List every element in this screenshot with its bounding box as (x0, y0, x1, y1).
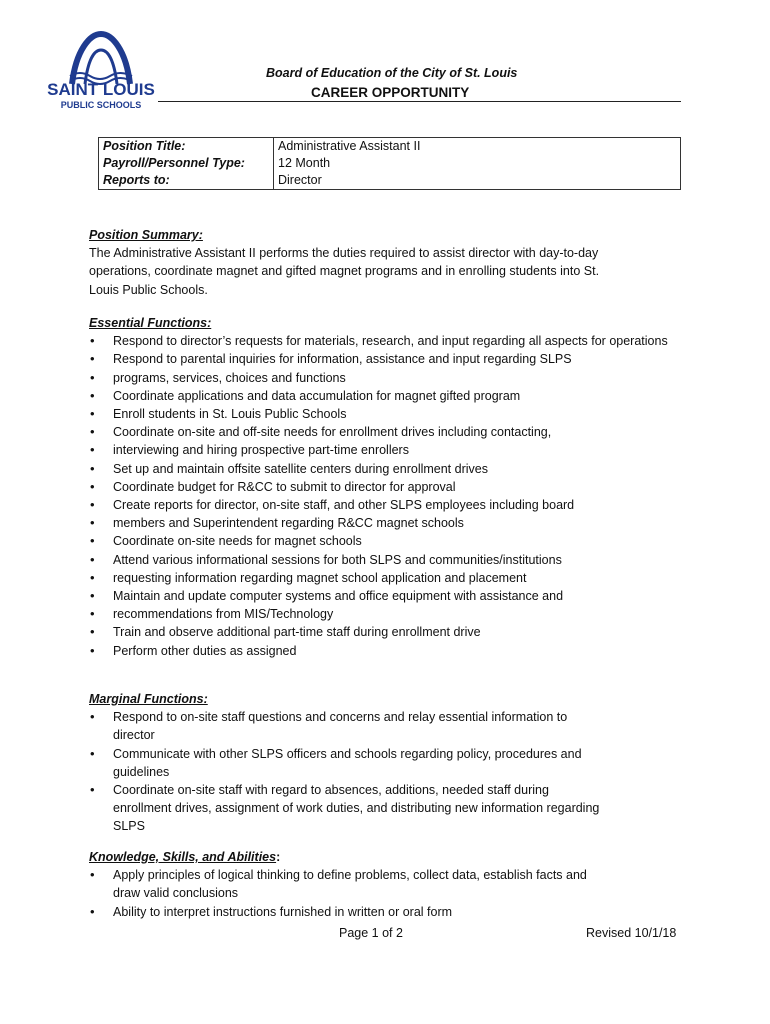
list-item: • members and Superintendent regarding R&CC magnet schools (89, 514, 713, 532)
position-title-label: Position Title: (99, 138, 274, 156)
essential-functions-section (89, 314, 713, 660)
list-item: • Respond to director’s requests for materials, research, and input regarding all aspects for operations (89, 332, 713, 350)
list-item: • Perform other duties as assigned (89, 642, 713, 660)
list-item (89, 745, 713, 781)
position-info-table (98, 137, 681, 190)
list-item-line: draw valid conclusions (113, 886, 239, 901)
list-item: • Set up and maintain offsite satellite centers during enrollment drives (89, 460, 713, 478)
list-item: • Coordinate applications and data accumulation for magnet gifted program (89, 387, 713, 405)
marginal-functions-list (89, 708, 713, 835)
list-item: • programs, services, choices and functions (89, 369, 713, 387)
saint-louis-public-schools-logo (42, 30, 160, 112)
position-title-value: Administrative Assistant II (278, 139, 421, 153)
header-divider (158, 101, 681, 102)
section-heading-text: Knowledge, Skills, and Abilities (89, 850, 277, 864)
list-item: • Coordinate on-site and off-site needs for enrollment drives including contacting, (89, 423, 713, 441)
list-item-line: • Apply principles of logical thinking to define problems, collect data, establish facts and (113, 868, 587, 883)
list-item-line: • Respond to on-site staff questions and concerns and relay essential information to (113, 710, 568, 725)
list-item (89, 903, 713, 921)
section-heading (89, 848, 713, 866)
list-item (89, 781, 713, 836)
list-item-line: SLPS (113, 819, 145, 834)
section-heading-colon: : (276, 850, 281, 864)
list-item: • Attend various informational sessions for both SLPS and communities/institutions (89, 551, 713, 569)
logo-subtitle: PUBLIC SCHOOLS (60, 100, 142, 110)
logo-name: SAINT LOUIS (47, 80, 155, 99)
list-item: • Respond to parental inquiries for information, assistance and input regarding SLPS (89, 350, 713, 368)
list-item: • Train and observe additional part-time staff during enrollment drive (89, 623, 713, 641)
summary-line: Louis Public Schools. (89, 282, 208, 297)
list-item-line: • Communicate with other SLPS officers and schools regarding policy, procedures and (113, 746, 582, 761)
page-number: Page 1 of 2 (339, 926, 403, 940)
list-item-line: • Ability to interpret instructions furnished in written or oral form (113, 904, 453, 919)
marginal-functions-section (89, 690, 713, 836)
table-row (99, 138, 681, 156)
board-name: Board of Education of the City of St. Louis (266, 66, 518, 80)
payroll-type-label: Payroll/Personnel Type: (99, 155, 274, 172)
reports-to-value: Director (278, 173, 322, 187)
list-item: • Coordinate budget for R&CC to submit to director for approval (89, 478, 713, 496)
gateway-arch-icon (66, 30, 136, 86)
table-row (99, 155, 681, 172)
ksa-list (89, 866, 713, 921)
list-item-line: director (113, 728, 155, 743)
list-item-line: • Coordinate on-site staff with regard to absences, additions, needed staff during (113, 783, 549, 798)
section-heading: Marginal Functions: (89, 692, 208, 706)
list-item: • Coordinate on-site needs for magnet schools (89, 532, 713, 550)
list-item (89, 708, 713, 744)
reports-to-label: Reports to: (99, 172, 274, 190)
summary-line: operations, coordinate magnet and gifted magnet programs and in enrolling students into St. (89, 264, 600, 279)
list-item: • Enroll students in St. Louis Public Schools (89, 405, 713, 423)
list-item: • recommendations from MIS/Technology (89, 605, 713, 623)
list-item-line: enrollment drives, assignment of work duties, and distributing new information regarding (113, 801, 600, 816)
list-item-line: guidelines (113, 764, 170, 779)
section-heading: Essential Functions: (89, 316, 212, 330)
list-item: • Create reports for director, on-site staff, and other SLPS employees including board (89, 496, 713, 514)
table-row (99, 172, 681, 190)
summary-line: The Administrative Assistant II performs the duties required to assist director with day-to-day (89, 246, 599, 261)
list-item: • interviewing and hiring prospective part-time enrollers (89, 441, 713, 459)
list-item: • requesting information regarding magnet school application and placement (89, 569, 713, 587)
essential-functions-list (89, 332, 713, 660)
list-item: • Maintain and update computer systems and office equipment with assistance and (89, 587, 713, 605)
payroll-type-value: 12 Month (278, 156, 331, 170)
knowledge-skills-abilities-section (89, 848, 713, 921)
section-heading: Position Summary: (89, 228, 203, 242)
revision-date: Revised 10/1/18 (586, 926, 677, 940)
page-title: CAREER OPPORTUNITY (311, 85, 470, 100)
list-item (89, 866, 713, 902)
position-summary-section (89, 226, 649, 299)
